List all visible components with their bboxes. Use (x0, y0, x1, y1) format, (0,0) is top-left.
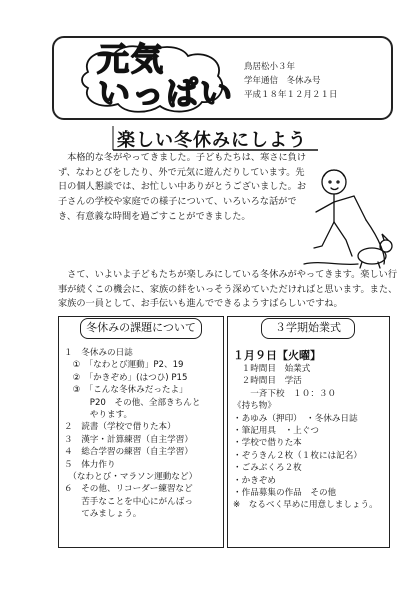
list-item: 苦手なことを中心にがんばっ (64, 496, 193, 507)
list-item: ２ 読書（学校で借りた本） (64, 422, 176, 433)
list-item: ・作品募集の作品 その他 (233, 488, 337, 499)
intro-paragraph-2: さて、いよいよ子どもたちが楽しみにしている冬休みがやってきます。楽しい行事が続くこの機会に、家族の絆をいっそう深めていただければと思います。また、家族の一員として、お手伝いも進んでできるようすばらしいですね。 (58, 269, 398, 310)
newsletter-name: 学年通信 冬休み号 (244, 76, 321, 86)
issue-date: 平成１８年１２月２１日 (244, 90, 338, 100)
list-item: ４ 総合学習の練習（自主学習） (64, 447, 193, 458)
list-item: ・ごみぶくろ２枚 (233, 463, 302, 474)
term-start-list (233, 349, 378, 512)
term-start-title: ３学期始業式 (275, 321, 341, 334)
list-item: P20 その他、全部きちんと (64, 397, 201, 408)
list-item: ５ 体力作り (64, 459, 116, 470)
list-item: ・ぞうきん２枚（１枚には記名） (233, 450, 362, 461)
list-item: ２時間目 学活 (233, 376, 302, 387)
list-item: １時間目 始業式 (233, 364, 311, 374)
list-item: ・あゆみ（押印） ・冬休み日誌 (233, 413, 358, 424)
intro-paragraph-1: 本格的な冬がやってきました。子どもたちは、寒さに負けず、なわとびをしたり、外で元気に遊んだりしています。先日の個人懇談では、お忙しい中ありがとうございました。お子さんの学校や家庭での様子について、いろいろな話ができ、有意義な時間を過ごすことができました。 (58, 152, 307, 222)
homework-title: 冬休みの課題について (86, 321, 196, 334)
list-item: ・学校で借りた本 (233, 438, 302, 449)
list-item: （なわとび・マラソン運動など） (64, 472, 198, 483)
headline: 楽しい冬休みにしよう (117, 130, 307, 151)
list-item: ６ その他、リコーダー練習など (64, 484, 193, 495)
title-genki: 元気 (97, 40, 166, 78)
list-item: ・かきぞめ (233, 475, 276, 486)
list-item: ・筆記用具 ・上ぐつ (233, 426, 319, 437)
list-item: ３ 漢字・計算練習（自主学習） (64, 434, 193, 445)
list-item: やります。 (64, 410, 133, 421)
child-with-dog-illustration (300, 160, 396, 270)
list-item: てみましょう。 (64, 509, 142, 520)
list-item: 《持ち物》 (233, 401, 276, 412)
list-item: ③ 「こんな冬休みだったよ」 (64, 385, 188, 396)
list-item: １ 冬休みの日誌 (64, 348, 133, 358)
list-item: 一斉下校 １０：３０ (233, 388, 337, 399)
list-item: ② 「かきぞめ」(はつひ) P15 (64, 372, 188, 383)
list-item: ※ なるべく早めに用意しましょう。 (233, 500, 378, 511)
homework-list (64, 347, 200, 521)
title-ippai: いっぱい (98, 74, 235, 112)
school-name: 鳥居松小３年 (244, 62, 296, 72)
list-item: ① 「なわとび運動」P2、19 (64, 360, 184, 371)
term-start-date: １月９日【火曜】 (233, 349, 321, 362)
